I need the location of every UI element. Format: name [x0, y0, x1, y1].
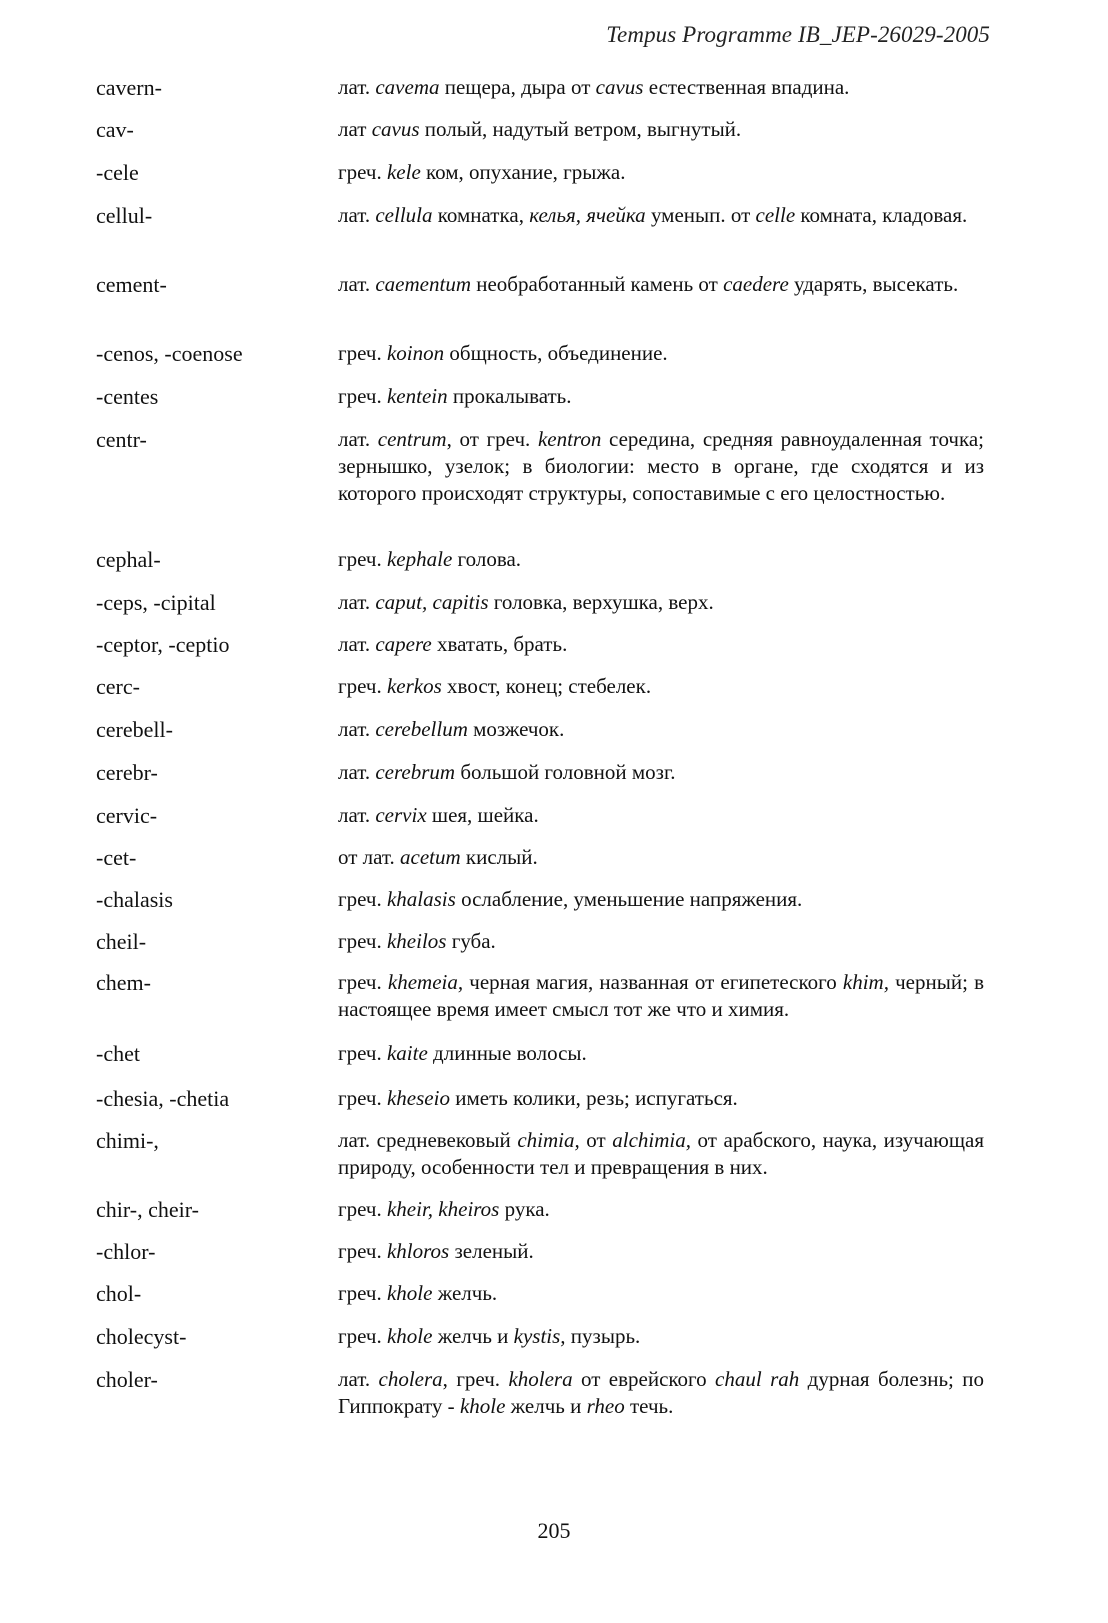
definition-italic-text: khalasis: [386, 887, 456, 911]
entry-term: -chlor-: [96, 1239, 156, 1264]
definition-text: желчь и: [505, 1394, 587, 1418]
definition-italic-text: kephale: [386, 547, 453, 571]
entry-definition: [338, 844, 984, 871]
definition-italic-text: khole: [459, 1394, 506, 1418]
definition-text: голова.: [452, 547, 522, 571]
entry-definition: [338, 716, 984, 743]
entry-term: cavern-: [96, 75, 162, 100]
entry-term: -chalasis: [96, 887, 173, 912]
entry-definition: [338, 1127, 984, 1181]
definition-italic-text: kystis,: [513, 1324, 566, 1348]
entry-term: cellul-: [96, 203, 153, 228]
entry-definition: [338, 1366, 984, 1420]
running-header: Tempus Programme IB_JEP-26029-2005: [606, 22, 990, 47]
definition-italic-text: capere: [375, 632, 432, 656]
definition-text: греч.: [338, 1281, 387, 1305]
definition-italic-text: kentein: [386, 384, 448, 408]
definition-italic-text: centrum: [377, 427, 447, 451]
definition-italic-text: cavema: [375, 75, 440, 99]
definition-italic-text: kaite: [386, 1041, 428, 1065]
entry-definition: [338, 631, 984, 658]
definition-text: греч.: [338, 1324, 387, 1348]
definition-text: лат.: [338, 760, 376, 784]
definition-text: желчь.: [432, 1281, 498, 1305]
entry-term: chem-: [96, 970, 151, 995]
entry-term: cervic-: [96, 803, 158, 828]
entry-definition: [338, 802, 984, 829]
entry-definition: [338, 159, 984, 186]
definition-text: общность, объединение.: [444, 341, 668, 365]
definition-text: ослабление, уменьшение напряжения.: [455, 887, 803, 911]
entry-term: -chesia, -chetia: [96, 1086, 230, 1111]
definition-text: ком, опухание, грыжа.: [420, 160, 626, 184]
definition-text: греч.: [338, 1086, 387, 1110]
definition-text: хвост, конец; стебелек.: [441, 674, 652, 698]
definition-text: греч.: [338, 929, 387, 953]
definition-text: греч.: [338, 1041, 387, 1065]
definition-text: лат.: [338, 1367, 379, 1391]
definition-italic-text: khim,: [842, 970, 889, 994]
definition-italic-text: acetum: [400, 845, 461, 869]
entry-term: chimi-,: [96, 1128, 159, 1153]
definition-text: лат.: [338, 272, 376, 296]
definition-text: дурная болезнь; по Гиппократу -: [338, 1367, 985, 1418]
definition-text: середина, средняя равноудаленная точка; зернышко, узелок; в биологии: место в органе, где сходятся и из которого происходят структуры, сопоставимые с его целостностью.: [338, 427, 984, 505]
definition-text: , от греч.: [446, 427, 538, 451]
definition-text: зеленый.: [449, 1239, 534, 1263]
entry-definition: [338, 271, 984, 298]
definition-italic-text: cavus: [595, 75, 644, 99]
entry-definition: [338, 74, 984, 101]
definition-italic-text: chimia,: [517, 1128, 580, 1152]
definition-text: большой головной мозг.: [455, 760, 676, 784]
definition-text: от арабского, наука, изучающая природу, особенности тел и превращения в них.: [338, 1128, 984, 1179]
definition-text: кислый.: [460, 845, 538, 869]
entry-term: -centes: [96, 384, 159, 409]
entry-term: -cenos, -coenose: [96, 341, 243, 366]
entry-definition: [338, 116, 984, 143]
definition-text: губа.: [446, 929, 496, 953]
definition-italic-text: kheir, kheiros: [386, 1197, 500, 1221]
definition-text: черный; в настоящее время имеет смысл тот же что и химия.: [338, 970, 984, 1021]
definition-text: греч.: [338, 1197, 387, 1221]
definition-italic-text: cerebrum: [375, 760, 456, 784]
entry-definition: [338, 546, 984, 573]
definition-text: греч.: [338, 384, 387, 408]
entry-term: centr-: [96, 427, 147, 452]
definition-text: от: [579, 1128, 613, 1152]
entry-term: chol-: [96, 1281, 142, 1306]
entry-definition: [338, 426, 984, 507]
entry-term: cerebr-: [96, 760, 158, 785]
definition-italic-text: caedere: [723, 272, 789, 296]
definition-italic-text: caput, capitis: [375, 590, 489, 614]
definition-text: от еврейского: [572, 1367, 716, 1391]
definition-text: полый, надутый ветром, выгнутый.: [419, 117, 742, 141]
entry-definition: [338, 1238, 984, 1265]
entry-definition: [338, 340, 984, 367]
definition-text: рука.: [499, 1197, 550, 1221]
entry-term: cerebell-: [96, 717, 173, 742]
definition-text: греч.: [338, 970, 388, 994]
definition-text: комната, кладовая.: [795, 203, 968, 227]
entry-definition: [338, 1085, 984, 1112]
definition-text: пещера, дыра от: [439, 75, 596, 99]
definition-text: от лат.: [338, 845, 401, 869]
entry-definition: [338, 1280, 984, 1307]
definition-italic-text: келья, ячейка: [529, 203, 646, 227]
definition-text: греч.: [338, 674, 387, 698]
definition-text: лат. средневековый: [338, 1128, 518, 1152]
definition-text: комнатка,: [432, 203, 530, 227]
definition-text: естественная впадина.: [643, 75, 850, 99]
definition-text: пузырь.: [565, 1324, 641, 1348]
definition-text: течь.: [624, 1394, 674, 1418]
definition-text: черная магия, названная от египетеского: [463, 970, 843, 994]
definition-italic-text: khole: [386, 1324, 433, 1348]
definition-text: лат.: [338, 803, 376, 827]
definition-italic-text: kheilos: [386, 929, 447, 953]
entry-definition: [338, 1196, 984, 1223]
definition-text: мозжечок.: [467, 717, 565, 741]
definition-text: лат: [338, 117, 372, 141]
definition-italic-text: khemeia,: [387, 970, 464, 994]
definition-text: головка, верхушка, верх.: [488, 590, 714, 614]
definition-text: , греч.: [442, 1367, 509, 1391]
definition-italic-text: celle: [755, 203, 796, 227]
definition-italic-text: caementum: [375, 272, 471, 296]
definition-text: лат.: [338, 717, 376, 741]
definition-text: греч.: [338, 160, 387, 184]
definition-italic-text: cholera: [378, 1367, 443, 1391]
definition-text: лат.: [338, 632, 376, 656]
definition-text: шея, шейка.: [426, 803, 539, 827]
definition-text: греч.: [338, 1239, 387, 1263]
definition-italic-text: khole: [386, 1281, 433, 1305]
definition-italic-text: kentron: [537, 427, 602, 451]
definition-italic-text: alchimia,: [612, 1128, 691, 1152]
definition-text: прокалывать.: [447, 384, 572, 408]
entry-definition: [338, 969, 984, 1023]
definition-text: лат.: [338, 590, 376, 614]
definition-italic-text: cellula: [375, 203, 433, 227]
entry-term: chir-, cheir-: [96, 1197, 199, 1222]
definition-italic-text: khloros: [386, 1239, 450, 1263]
entry-definition: [338, 928, 984, 955]
entry-term: cheil-: [96, 929, 147, 954]
entry-definition: [338, 1323, 984, 1350]
entry-definition: [338, 202, 984, 229]
definition-italic-text: kholera: [508, 1367, 573, 1391]
entry-term: -ceptor, -ceptio: [96, 632, 230, 657]
entry-term: cholecyst-: [96, 1324, 187, 1349]
entry-term: cephal-: [96, 547, 161, 572]
definition-text: желчь и: [432, 1324, 514, 1348]
entry-definition: [338, 589, 984, 616]
definition-italic-text: chaul rah: [715, 1367, 800, 1391]
page-number: 205: [537, 1518, 571, 1543]
definition-text: необработанный камень от: [471, 272, 724, 296]
definition-italic-text: kele: [386, 160, 421, 184]
definition-italic-text: cavus: [371, 117, 420, 141]
definition-text: греч.: [338, 547, 387, 571]
entry-definition: [338, 759, 984, 786]
definition-text: лат.: [338, 203, 376, 227]
definition-italic-text: koinon: [386, 341, 445, 365]
entry-term: -cele: [96, 160, 139, 185]
definition-text: хватать, брать.: [431, 632, 568, 656]
definition-text: длинные волосы.: [427, 1041, 587, 1065]
entry-term: choler-: [96, 1367, 158, 1392]
definition-italic-text: kheseio: [386, 1086, 450, 1110]
definition-text: иметь колики, резь; испугаться.: [449, 1086, 738, 1110]
entry-term: cement-: [96, 272, 167, 297]
entry-definition: [338, 673, 984, 700]
entry-term: cav-: [96, 117, 134, 142]
definition-text: уменып. от: [645, 203, 756, 227]
definition-text: греч.: [338, 341, 387, 365]
entry-definition: [338, 886, 984, 913]
definition-italic-text: cerebellum: [375, 717, 468, 741]
entry-term: cerc-: [96, 674, 140, 699]
entry-term: -cet-: [96, 845, 137, 870]
definition-text: лат.: [338, 75, 376, 99]
definition-text: ударять, высекать.: [788, 272, 959, 296]
definition-italic-text: kerkos: [386, 674, 442, 698]
entry-definition: [338, 383, 984, 410]
entry-term: -ceps, -cipital: [96, 590, 216, 615]
definition-italic-text: rheo: [586, 1394, 625, 1418]
entry-definition: [338, 1040, 984, 1067]
definition-italic-text: cervix: [375, 803, 427, 827]
entry-term: -chet: [96, 1041, 140, 1066]
definition-text: греч.: [338, 887, 387, 911]
definition-text: лат.: [338, 427, 378, 451]
